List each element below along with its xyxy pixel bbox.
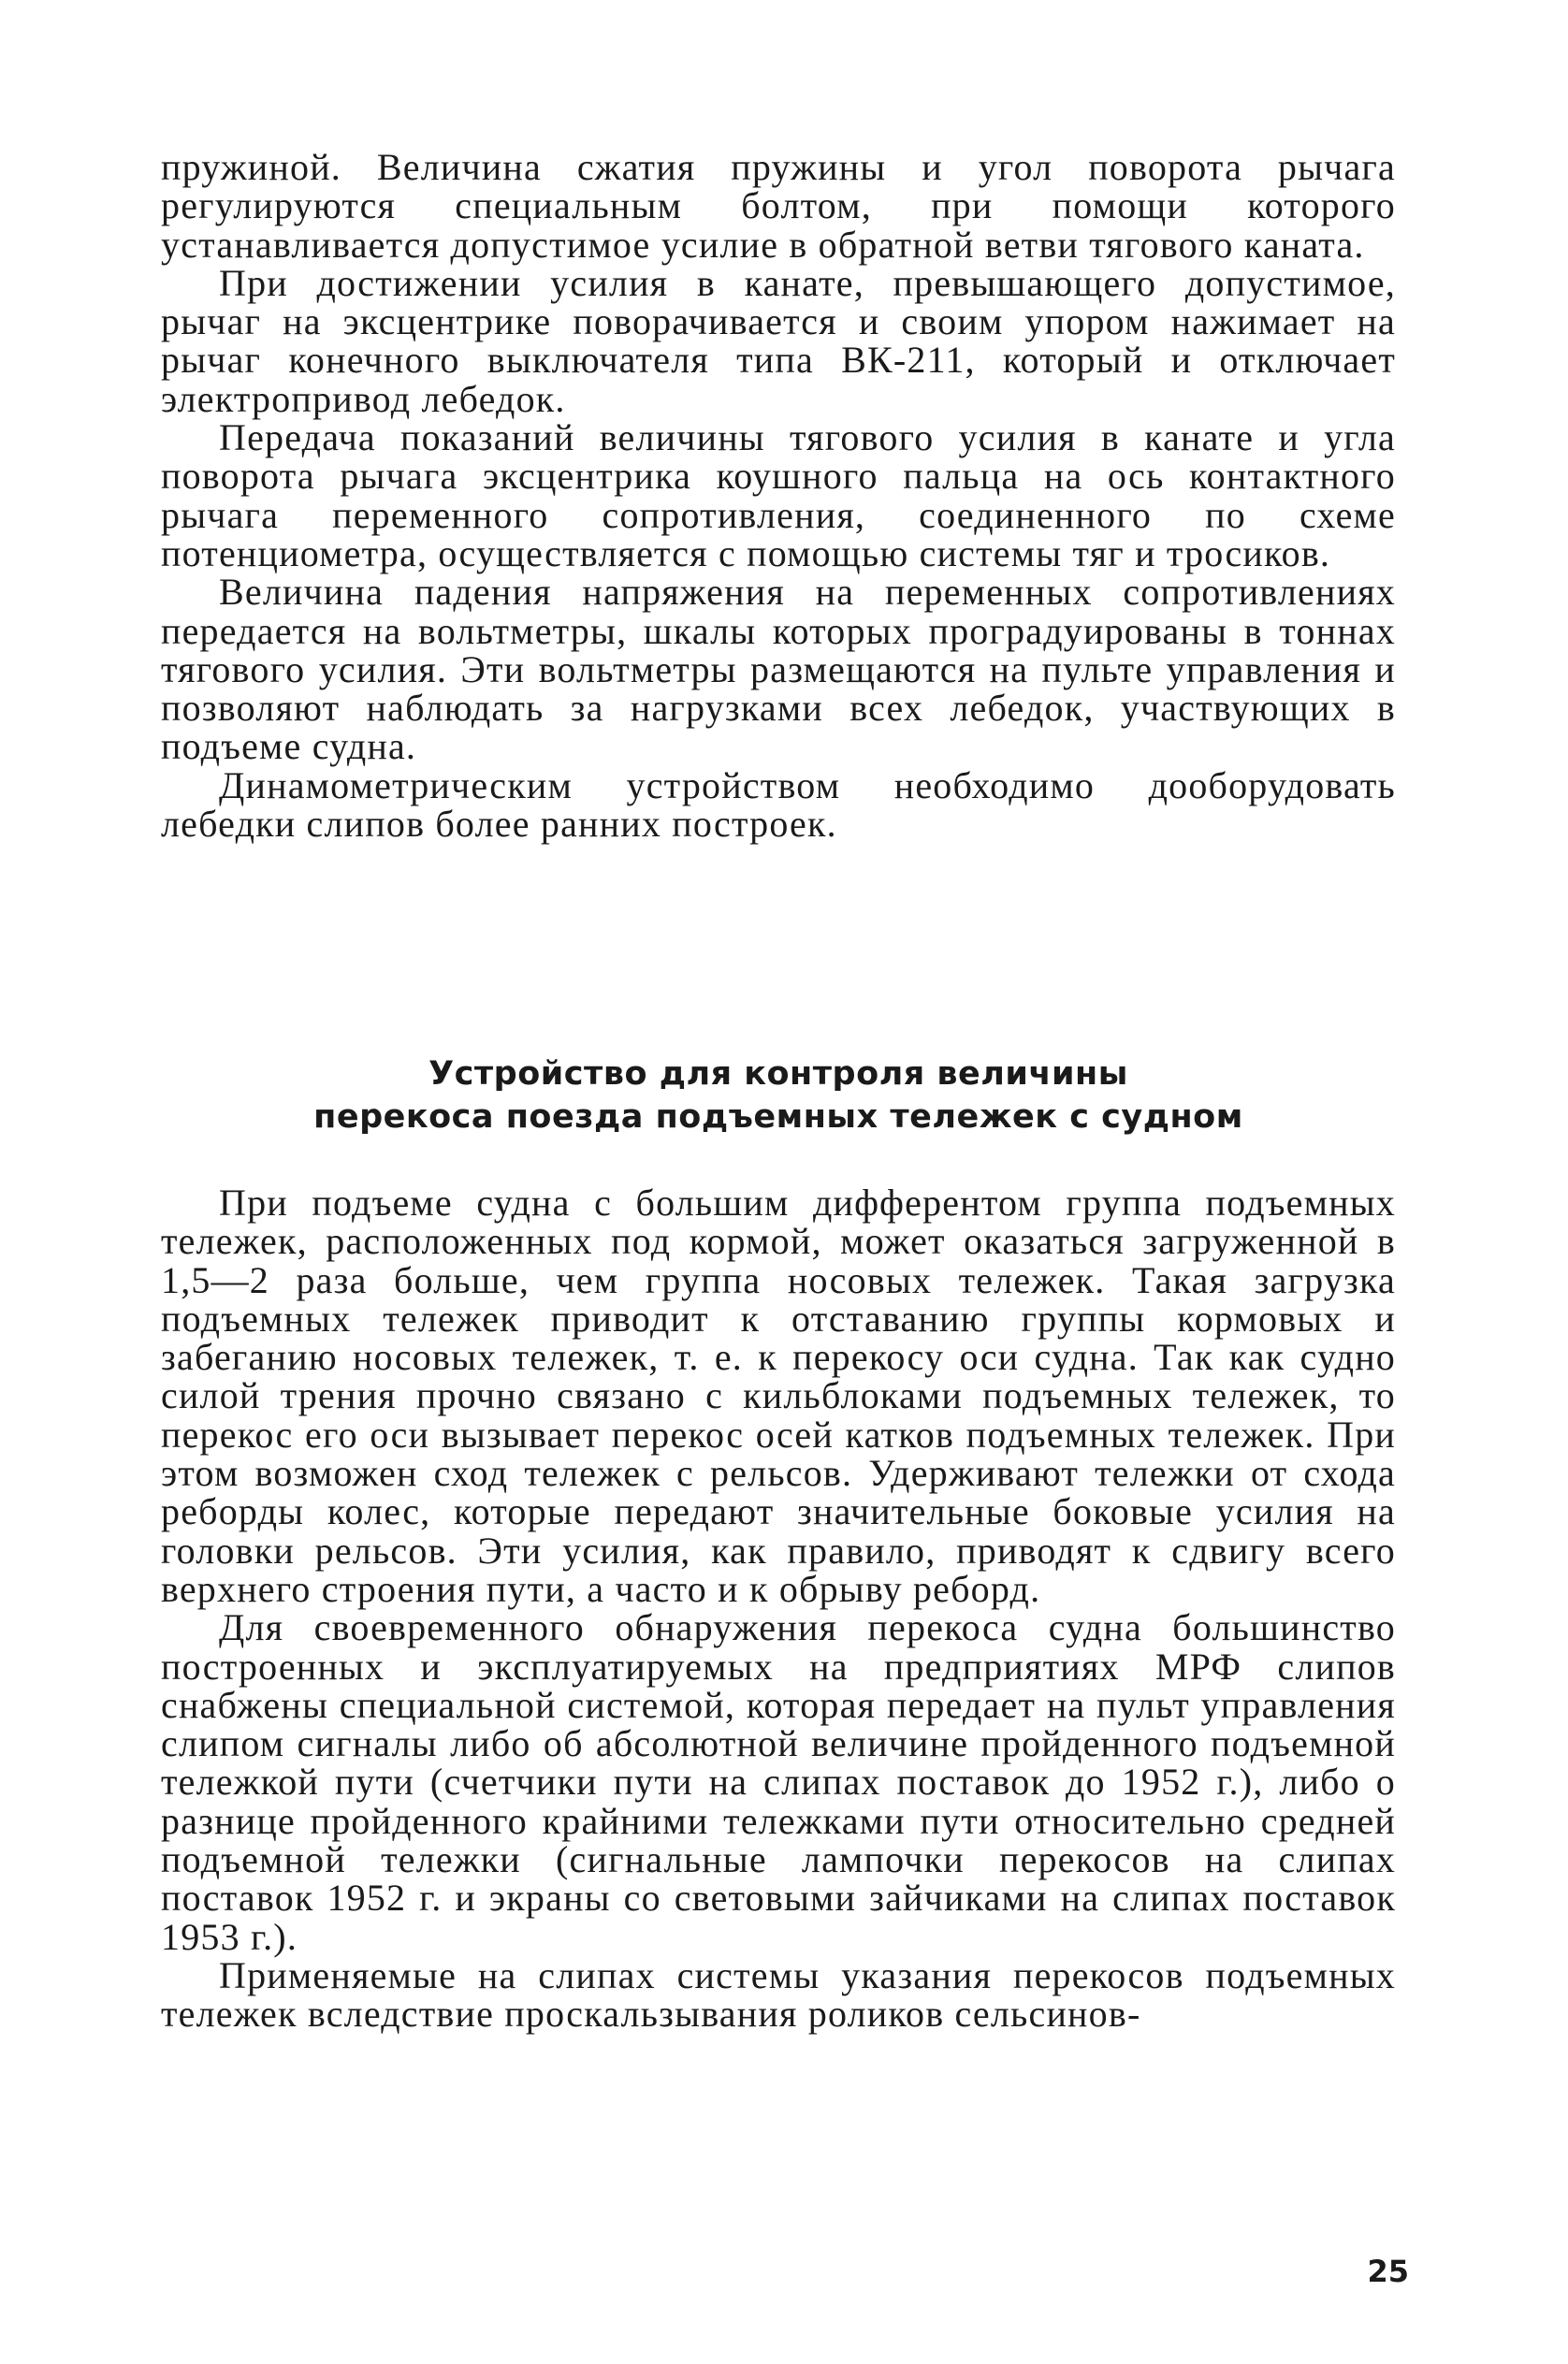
top-text-section bbox=[161, 146, 1396, 846]
page-number: 25 bbox=[1367, 2254, 1409, 2289]
paragraph-transmission: Передача показаний величины тягового усилия в канате и угла поворота рычага эксцентрика коушного пальца на ось контактного рычага переменного сопротивления, соединенного по схеме потенциометра, осуществляется с помощью системы тяг и тросиков. bbox=[161, 416, 1396, 574]
paragraph-voltmeters: Величина падения напряжения на переменных сопротивлениях передается на вольтметры, шкалы которых проградуированы в тоннах тягового усилия. Эти вольтметры размещаются на пульте управления и позволяют наблюдать за нагрузками всех лебедок, участвующих в подъеме судна. bbox=[161, 571, 1396, 768]
bottom-text-section bbox=[161, 1183, 1396, 2034]
paragraph-retrofit: Динамометрическим устройством необходимо дооборудовать лебедки слипов более ранних построек. bbox=[161, 763, 1396, 846]
paragraph-trim-skew: При подъеме судна с большим дифферентом группа подъемных тележек, расположенных под кормой, может оказаться загруженной в 1,5—2 раза больше, чем группа носовых тележек. Такая загрузка подъемных тележек приводит к отставанию группы кормовых и забеганию носовых тележек, т. е. к перекосу оси судна. Так как судно силой трения прочно связано с кильблоками подъемных тележек, то перекос его оси вызывает перекос осей катков подъемных тележек. При этом возможен сход тележек с рельсов. Удерживают тележки от схода реборды колес, которые передают значительные боковые усилия на головки рельсов. Эти усилия, как правило, приводят к сдвигу всего верхнего строения пути, а часто и к обрыву реборд. bbox=[161, 1182, 1396, 1610]
paragraph-continuation: пружиной. Величина сжатия пружины и угол поворота рычага регулируются специальным болтом, при помощи которого устанавливается допустимое усилие в обратной ветви тягового каната. bbox=[161, 146, 1396, 266]
section-heading-line-1: Устройство для контроля величины bbox=[428, 1055, 1128, 1093]
paragraph-selsyn-systems: Применяемые на слипах системы указания перекосов подъемных тележек вследствие проскальзывания роликов сельсинов- bbox=[161, 1953, 1396, 2036]
paragraph-detection-systems: Для своевременного обнаружения перекоса судна большинство построенных и эксплуатируемых на предприятиях МРФ слипов снабжены специальной системой, которая передает на пульт управления слипом сигналы либо об абсолютной величине пройденного подъемной тележкой пути (счетчики пути на слипах поставок до 1952 г.), либо о разнице пройденного крайними тележками пути относительно средней подъемной тележки (сигнальные лампочки перекосов на слипах поставок 1952 г. и экраны со световыми зайчиками на слипах поставок 1953 г.). bbox=[161, 1606, 1396, 1958]
section-heading bbox=[161, 1052, 1396, 1138]
section-heading-line-2: перекоса поезда подъемных тележек с судном bbox=[313, 1098, 1243, 1136]
paragraph-overload-trigger: При достижении усилия в канате, превышающего допустимое, рычаг на эксцентрике поворачивается и своим упором нажимает на рычаг конечного выключателя типа ВК-211, который и отключает электропривод лебедок. bbox=[161, 261, 1396, 420]
